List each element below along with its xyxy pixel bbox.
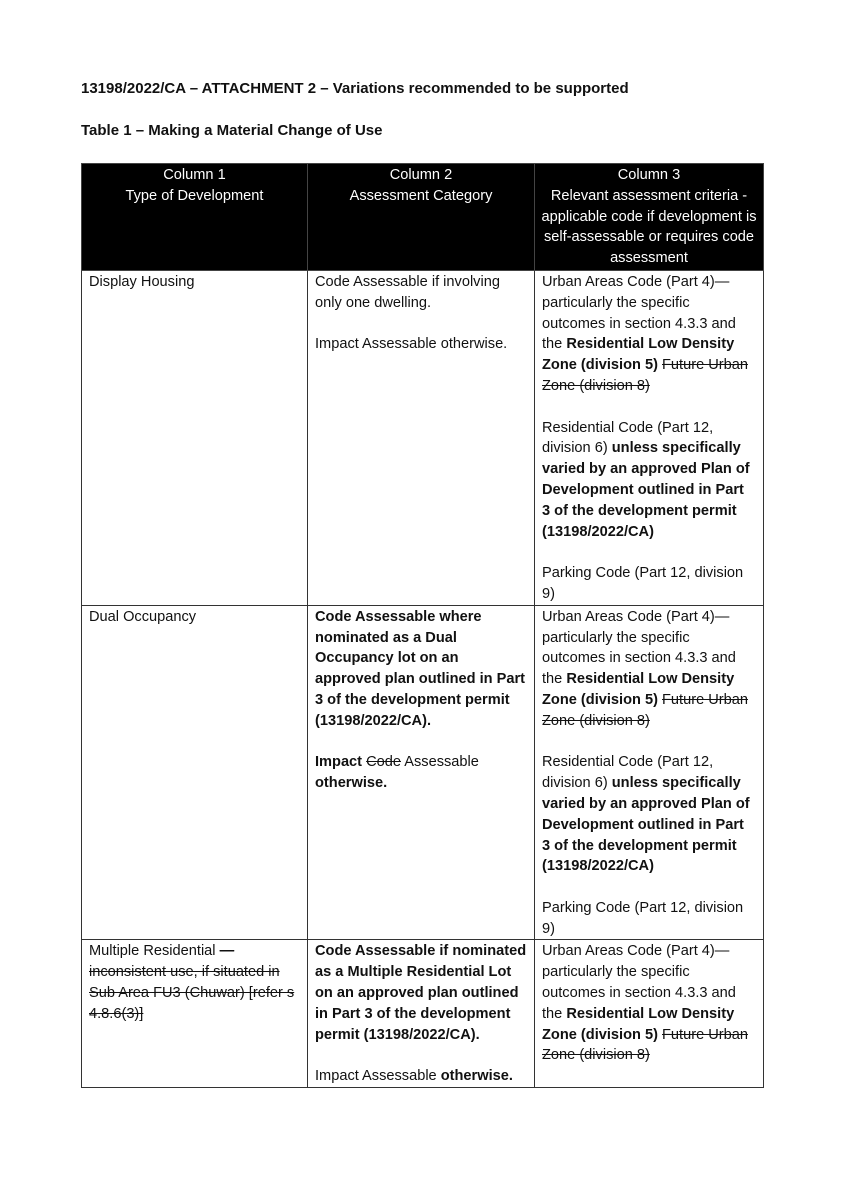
text-run: Dual Occupancy	[89, 608, 197, 625]
bold-text: unless specifically varied by an approved Plan of Development outlined in Part 3 of the development permit (13198/2022/CA)	[542, 440, 750, 540]
header-column-1-number: Column 1	[163, 167, 226, 183]
text-run: Urban Areas Code (Part 4)—particularly the specific outcomes in section 4.3.3 and the	[542, 273, 736, 353]
text-run: Impact Assessable otherwise.	[315, 336, 508, 353]
development-type	[89, 941, 300, 1024]
header-column-1	[82, 164, 308, 271]
assessment-criteria-paragraph	[542, 272, 756, 397]
assessment-category-cell	[308, 605, 535, 940]
header-row	[82, 164, 764, 271]
table-row	[82, 270, 764, 605]
development-type-cell	[82, 940, 308, 1088]
assessment-criteria-cell	[535, 270, 764, 605]
header-column-2-title: Assessment Category	[349, 187, 493, 204]
bold-text: Residential Low Density Zone (division 5)	[542, 336, 735, 374]
header-column-1-title: Type of Development	[125, 187, 264, 204]
header-column-2	[308, 164, 535, 271]
bold-text: otherwise.	[315, 775, 388, 792]
struck-text: Future Urban Zone (division 8)	[542, 357, 748, 394]
header-column-3-number: Column 3	[617, 167, 681, 183]
text-run: Parking Code (Part 12, division 9)	[542, 565, 744, 602]
assessment-category-paragraph	[315, 334, 527, 355]
document-heading: 13198/2022/CA – ATTACHMENT 2 – Variations recommended to be supported	[81, 80, 629, 97]
text-run: Residential Code (Part 12, division 6)	[542, 419, 714, 457]
text-run: Residential Code (Part 12, division 6)	[542, 754, 714, 792]
development-type-cell	[82, 605, 308, 940]
struck-text: Future Urban Zone (division 8)	[542, 691, 748, 729]
assessment-criteria-cell	[535, 940, 764, 1088]
development-type-cell	[82, 270, 308, 605]
assessment-criteria-paragraph	[542, 607, 756, 732]
assessment-category-cell	[308, 940, 535, 1088]
bold-text: Impact	[315, 754, 363, 771]
table-header	[82, 164, 764, 271]
bold-text: Residential Low Density Zone (division 5)	[542, 671, 735, 708]
text-run: Assessable	[401, 754, 479, 771]
bold-text: Code Assessable if nominated as a Multiple Residential Lot on an approved plan outlined in Part 3 of the development permit (13198/2022/CA).	[315, 943, 527, 1043]
assessment-table	[81, 163, 764, 1088]
header-column-3	[535, 164, 764, 271]
table-body	[82, 270, 764, 1087]
text-run: Impact Assessable	[315, 1068, 441, 1085]
table-row	[82, 940, 764, 1088]
assessment-category-paragraph	[315, 272, 527, 314]
bold-text: Code Assessable where nominated as a Dual Occupancy lot on an approved plan outlined in Part 3 of the development permit (13198/2022/CA).	[315, 608, 526, 729]
bold-text: unless specifically varied by an approved Plan of Development outlined in Part 3 of the development permit (13198/2022/CA)	[542, 775, 750, 875]
assessment-category-paragraph	[315, 941, 527, 1045]
text-run: Multiple Residential	[89, 943, 220, 960]
bold-text: Residential Low Density Zone (division 5)	[542, 1005, 735, 1043]
table-row	[82, 605, 764, 940]
assessment-category-paragraph	[315, 607, 527, 732]
bold-text: otherwise.	[440, 1068, 513, 1085]
struck-text: Future Urban Zone (division 8)	[542, 1026, 748, 1064]
text-run: Urban Areas Code (Part 4)—particularly the specific outcomes in section 4.3.3 and the	[542, 943, 736, 1022]
assessment-criteria-paragraph	[542, 898, 756, 940]
text-run: Parking Code (Part 12, division 9)	[542, 899, 744, 937]
assessment-criteria-paragraph	[542, 752, 756, 877]
assessment-criteria-cell	[535, 605, 764, 940]
struck-text: — inconsistent use, if situated in Sub Area FU3 (Chuwar) [refer s 4.8.6(3)]	[89, 943, 295, 1022]
header-column-2-number: Column 2	[389, 167, 453, 183]
assessment-category-cell	[308, 270, 535, 605]
assessment-criteria-paragraph	[542, 563, 756, 605]
text-run: Urban Areas Code (Part 4)—particularly the specific outcomes in section 4.3.3 and the	[542, 608, 736, 688]
text-run: Display Housing	[89, 273, 195, 290]
development-type	[89, 272, 300, 293]
assessment-criteria-paragraph	[542, 941, 756, 1066]
development-type	[89, 607, 300, 628]
assessment-category-paragraph	[315, 1066, 527, 1087]
assessment-category-paragraph	[315, 752, 527, 794]
struck-text: Code	[366, 754, 401, 771]
assessment-criteria-paragraph	[542, 418, 756, 543]
table-title: Table 1 – Making a Material Change of Use	[81, 122, 383, 139]
header-column-3-title: Relevant assessment criteria - applicable code if development is self-assessable or requires code assessment	[541, 187, 757, 267]
text-run: Code Assessable if involving only one dwelling.	[315, 273, 500, 311]
